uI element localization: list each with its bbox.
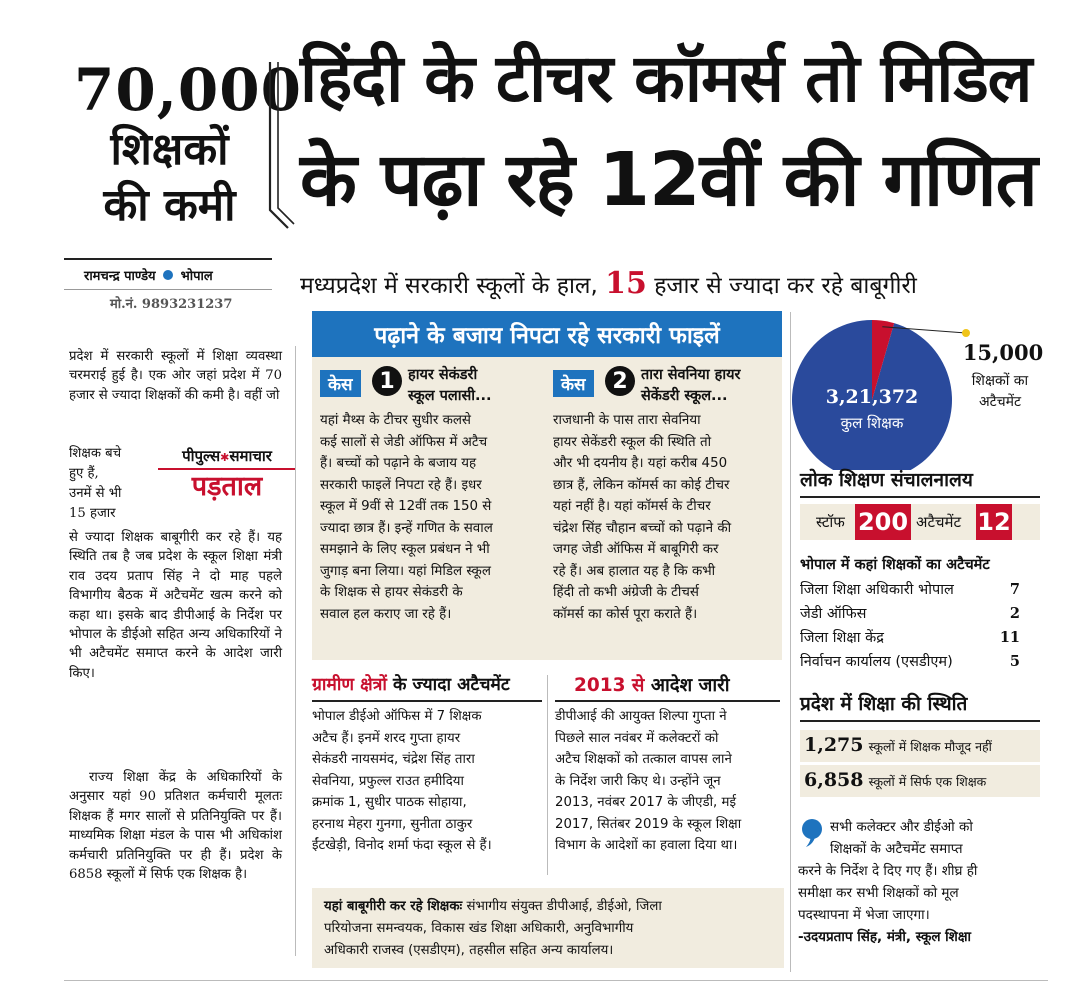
bhopal-row-label: जेडी ऑफिस [800,606,867,622]
state-stats-rule [800,720,1040,722]
case2-line: राजधानी के पास तारा सेवनिया [553,413,701,428]
state-stats-row1-num: 1,275 [804,734,864,756]
case1-line: हैं। बच्चों को पढ़ाने के बजाय यह [320,456,477,471]
pie-slice-label-2: अटैचमेंट [978,394,1022,410]
case1-tag: केस [320,370,361,397]
case2-title-line1: तारा सेवनिया हायर [641,367,741,383]
case2-body [553,410,783,625]
rural-heading [312,672,552,696]
bhopal-row-label: निर्वाचन कार्यालय (एसडीएम) [800,654,953,670]
quote-body [798,816,1048,948]
column-rule-left [295,346,296,956]
rural-heading-black: के ज्यादा अटैचमेंट [392,675,510,695]
bhopal-table-title: भोपाल में कहां शिक्षकों का अटैचमेंट [800,557,990,573]
case2-line: कॉमर्स का कोर्स पूरा कराते हैं। [553,606,698,622]
bhopal-row-value: 11 [999,629,1020,646]
order-line: के निर्देश जारी किए थे। उन्होंने जून [555,773,721,789]
bracket-divider [268,60,298,260]
case1-line: सरकारी फाइलें निपटा रहे हैं। इधर [320,477,482,493]
logo-masthead-suffix: समाचार [229,447,272,465]
bhopal-row-value: 7 [1009,581,1020,598]
kicker-line1: शिक्षकों [110,124,229,175]
kicker-line2: की कमी [103,180,236,231]
rural-line: हरनाथ मेहरा गुनगा, सुनीता ठाकुर [312,816,473,832]
pie-leader-dot [962,329,970,337]
directorate-rule [800,496,1040,498]
byline-mid-rule [64,289,272,290]
rural-line: क्रमांक 1, सुधीर पाठक सोहाया, [312,795,467,810]
main-story-para1c: से ज्यादा शिक्षक बाबूगीरी कर रहे हैं। यह स्थिति तब है जब प्रदेश के स्कूल शिक्षा मंत्री राव उदय प्रताप सिंह ने दो माह पहले विभागीय बैठक में अटैचमेंट खत्म करने को कहा था। इसके बाद डीपीआई के निर्देश पर भोपाल के डीईओ सहित अन्य अधिकारियों ने भी अटैचमेंट समाप्त करने के आदेश जारी किए। [69,530,282,681]
state-stats-row2-num: 6,858 [804,769,864,791]
case1-title-line1: हायर सेकंडरी [408,367,478,383]
bhopal-table [800,578,1020,674]
case2-line: चंद्रेश सिंह चौहान बच्चों को पढ़ाने की [553,520,732,536]
case2-line: जगह जेडी ऑफिस में बाबूगिरी कर [553,542,719,557]
order-line: पिछले साल नवंबर में कलेक्टरों को [555,730,719,746]
bullet-icon [163,270,173,280]
case2-header [553,364,778,408]
headline-line2: के पढ़ा रहे 12वीं की गणित [300,137,1037,223]
headline-line1: हिंदी के टीचर कॉमर्स तो मिडिल [300,40,1032,117]
pie-slice-label-1: शिक्षकों का [971,373,1029,389]
quote-line: समीक्षा कर सभी शिक्षकों को मूल [798,885,959,901]
case2-title-line2: सेकेंडरी स्कूल... [641,388,728,404]
rural-line: ईंटखेड़ी, विनोद शर्मा फंदा स्कूल से हैं। [312,838,492,853]
case2-line: यहां नहीं है। यहां कॉमर्स के टीचर [553,499,711,514]
logo-masthead-prefix: पीपुल्स [182,447,221,465]
main-story-para2: राज्य शिक्षा केंद्र के अधिकारियों के अनुसार यहां 90 प्रतिशत कर्मचारी मूलतः शिक्षक हैं मगर सालों से प्रतिनियुक्ति पर हैं। माध्यमिक शिक्षा मंडल के पास भी अधिकांश कर्मचारी प्रतिनियुक्ति पर ही हैं। प्रदेश के 6858 स्कूलों में सिर्फ एक शिक्षक है। [69,770,282,883]
quote-line: शिक्षकों के अटैचमेंट समाप्त [830,841,963,857]
directorate-staff-label: स्टॉफ [816,513,845,531]
case2-number-badge: 2 [605,366,635,396]
cases-banner-text: पढ़ाने के बजाय निपटा रहे सरकारी फाइलें [374,323,720,349]
logo-tagline: पड़ताल [191,471,263,502]
rural-body [312,706,552,857]
order-line: विभाग के आदेशों का हवाला दिया था। [555,838,738,853]
pie-slice-value: 15,000 [962,340,1044,365]
byline [84,266,213,284]
quote-line: सभी कलेक्टर और डीईओ को [830,819,973,835]
column-rule-mid [547,675,548,875]
main-story-para1b1: शिक्षक बचे [69,446,122,461]
case2-line: और भी दयनीय है। यहां करीब 450 [553,456,728,471]
bhopal-row-value: 2 [1009,605,1020,622]
case2-line: रहे हैं। अब हालात यह है कि कभी [553,563,716,579]
state-stats-row1-content [804,734,992,756]
rural-line: सेवनिया, प्रफुल्ल राउत हमीदिया [312,773,464,789]
pie-total-value: 3,21,372 [825,386,919,408]
page-bottom-rule [64,980,1048,981]
case1-number-badge: 1 [372,366,402,396]
cases-banner [312,311,782,357]
state-stats-row2-content [804,769,986,791]
quote-line: पदस्थापना में भेजा जाएगा। [798,907,930,923]
order-heading [574,672,730,697]
subheadline-number: 15 [605,266,647,301]
case1-line: यहां मैथ्स के टीचर सुधीर कलसे [320,413,471,428]
pie-total-label: कुल शिक्षक [840,414,904,432]
main-story-para1b3: उनमें से भी [69,486,122,501]
order-body [555,706,787,857]
rural-line: भोपाल डीईओ ऑफिस में 7 शिक्षक [312,709,482,724]
order-line: डीपीआई की आयुक्त शिल्पा गुप्ता ने [555,709,727,724]
order-heading-black: आदेश जारी [650,675,730,696]
order-heading-red: 2013 से [574,675,645,696]
bottom-box-label: यहां बाबूगीरी कर रहे शिक्षकः [324,899,463,914]
peoples-samachar-logo [158,446,296,514]
order-line: अटैच शिक्षकों को तत्काल वापस लाने [555,752,732,767]
case1-line: कई सालों से जेडी ऑफिस में अटैच [320,434,488,450]
byline-author: रामचन्द्र पाण्डेय [84,269,156,284]
bottom-box-line2: परियोजना समन्वयक, विकास खंड शिक्षा अधिकारी, अनुविभागीय [324,921,634,936]
order-line: 2017, सितंबर 2019 के स्कूल शिक्षा [555,816,742,832]
quote-line: करने के निर्देश दे दिए गए हैं। शीघ्र ही [798,863,978,879]
case1-line: जुगाड़ बना लिया। यहां मिडिल स्कूल [320,563,491,579]
subheadline-after: हजार से ज्यादा कर रहे बाबूगीरी [654,273,917,299]
case1-line: के शिक्षक से हायर सेकंडरी के [320,585,463,600]
case2-tag: केस [553,370,594,397]
teacher-pie-chart [790,300,1080,470]
bhopal-row-label: जिला शिक्षा अधिकारी भोपाल [800,582,954,598]
directorate-attach-label: अटैचमेंट [916,513,962,531]
bhopal-row-value: 5 [1009,653,1020,670]
order-line: 2013, नवंबर 2017 के जीएडी, मई [555,795,736,810]
case1-body [320,410,550,625]
state-stats-title: प्रदेश में शिक्षा की स्थिति [800,693,968,715]
rural-rule [312,700,542,702]
case1-line: ज्यादा छात्र हैं। इन्हें गणित के सवाल [320,520,493,536]
bhopal-table-row [800,650,1020,674]
case1-line: सवाल हल कराए जा रहे हैं। [320,606,452,622]
bottom-box-line1 [324,896,779,918]
directorate-attach-value: 12 [976,504,1012,540]
main-story-para1b2: हुए हैं, [69,466,99,481]
case1-title-line2: स्कूल पलासी... [408,388,492,404]
bhopal-table-row [800,578,1020,602]
state-stats-row1-text: स्कूलों में शिक्षक मौजूद नहीं [868,739,992,754]
bottom-box-line1-rest: संभागीय संयुक्त डीपीआई, डीईओ, जिला [466,899,662,914]
rural-heading-red: ग्रामीण क्षेत्रों [312,675,387,695]
order-rule [555,700,780,702]
kicker-number: 70,000 [74,56,302,124]
logo-masthead [158,446,296,470]
case2-line: हायर सेकेंडरी स्कूल की स्थिति तो [553,434,712,450]
rural-line: अटैच हैं। इनमें शरद गुप्ता हायर [312,730,461,746]
main-story-para1a: प्रदेश में सरकारी स्कूलों में शिक्षा व्यवस्था चरमराई हुई है। एक ओर जहां प्रदेश में 70 हजार से ज्यादा शिक्षकों की कमी है। वहीं जो [69,349,282,403]
case1-header [320,364,545,408]
directorate-staff-value: 200 [855,504,911,540]
bhopal-table-row [800,626,1020,650]
bhopal-table-row [800,602,1020,626]
byline-top-rule [64,258,272,260]
subheadline-before: मध्यप्रदेश में सरकारी स्कूलों के हाल, [300,273,598,299]
bhopal-row-label: जिला शिक्षा केंद्र [800,630,884,646]
subheadline [300,266,1060,301]
directorate-title: लोक शिक्षण संचालनालय [800,469,973,491]
case2-line: हिंदी तो कभी अंग्रेजी के टीचर्स [553,585,699,600]
logo-star-icon: ✱ [220,451,230,464]
rural-line: सेकंडरी नायसमंद, चंद्रेश सिंह तारा [312,752,475,767]
bottom-box-line3: अधिकारी राजस्व (एसडीएम), तहसील सहित अन्य कार्यालय। [324,943,614,958]
case2-line: छात्र हैं, लेकिन कॉमर्स का कोई टीचर [553,477,730,493]
case1-line: स्कूल में 9वीं से 12वीं तक 150 से [320,499,492,514]
byline-place: भोपाल [180,269,213,284]
case1-line: समझाने के लिए स्कूल प्रबंधन ने भी [320,542,490,557]
main-story-para1b4: 15 हजार [69,506,116,521]
state-stats-row2-text: स्कूलों में सिर्फ एक शिक्षक [868,774,987,789]
quote-attribution: -उदयप्रताप सिंह, मंत्री, स्कूल शिक्षा [798,929,972,945]
byline-mobile: मो.नं. 9893231237 [110,297,233,312]
bottom-box-text [324,896,779,962]
